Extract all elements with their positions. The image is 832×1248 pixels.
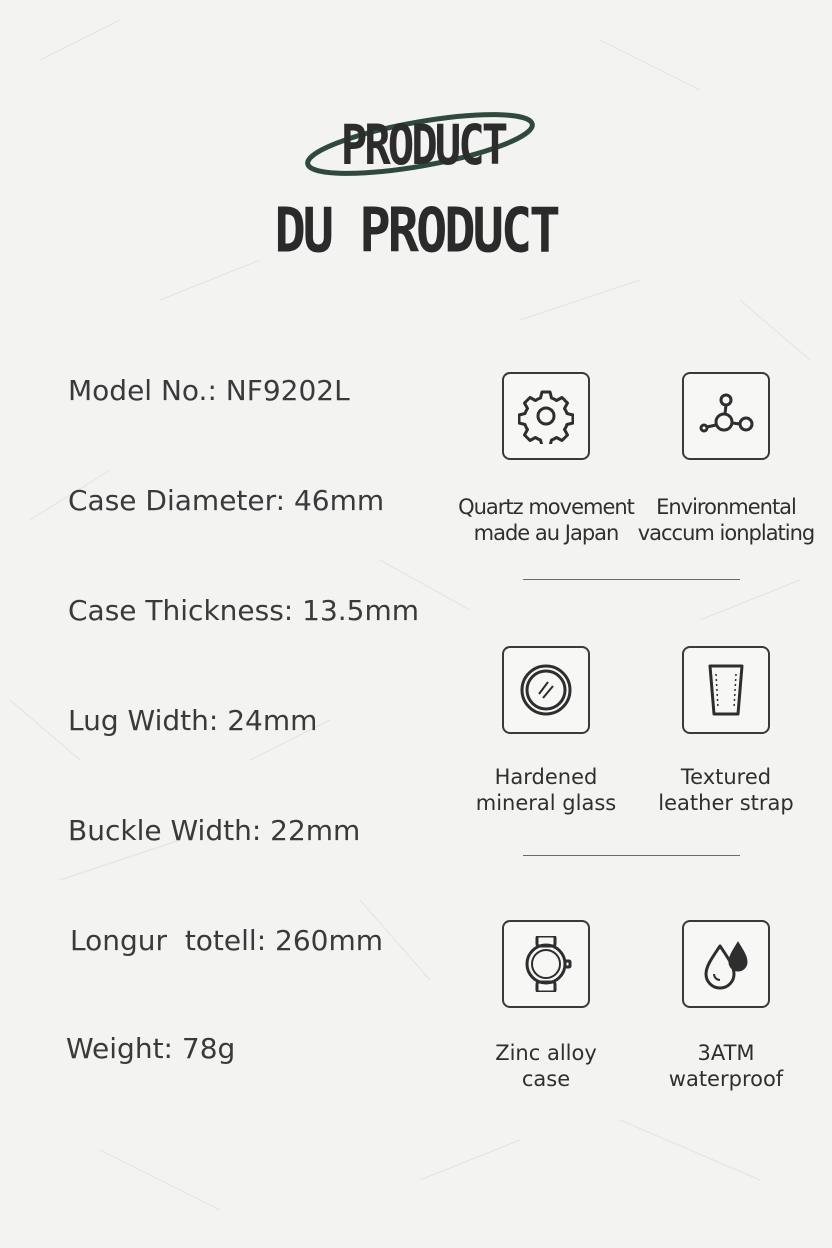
spec-buckle-width: Buckle Width: 22mm [68,814,361,847]
spec-weight: Weight: 78g [66,1032,236,1065]
feature-ionplating-box [682,372,770,460]
gear-icon [518,388,574,444]
feature-strap-box [682,646,770,734]
watch-case-icon [518,936,574,992]
molecule-icon [698,388,754,444]
spec-case-thickness: Case Thickness: 13.5mm [68,594,420,627]
divider [523,579,740,580]
page-title: DU PRODUCT [274,196,558,267]
feature-case-box [502,920,590,1008]
product-logo [300,100,540,192]
feature-glass-label: Hardened mineral glass [475,765,617,815]
spec-case-diameter: Case Diameter: 46mm [68,484,385,517]
feature-quartz-box [502,372,590,460]
feature-case-label: Zinc alloy case [495,1041,597,1091]
spec-lug-width: Lug Width: 24mm [68,704,318,737]
spec-model: Model No.: NF9202L [68,374,350,407]
glass-lens-icon [518,662,574,718]
feature-waterproof-box [682,920,770,1008]
feature-quartz-label: Quartz movement made au Japan [458,495,634,545]
feature-ionplating-label: Environmental vaccum ionplating [637,495,815,545]
feature-glass-box [502,646,590,734]
feature-waterproof-label: 3ATM waterproof [668,1041,784,1091]
leather-strap-icon [698,662,754,718]
spec-total-length: Longur totell: 260mm [70,924,384,957]
divider [523,855,740,856]
water-drop-icon [698,936,754,992]
logo-text: PRODUCT [340,114,506,178]
feature-strap-label: Textured leather strap [658,765,794,815]
